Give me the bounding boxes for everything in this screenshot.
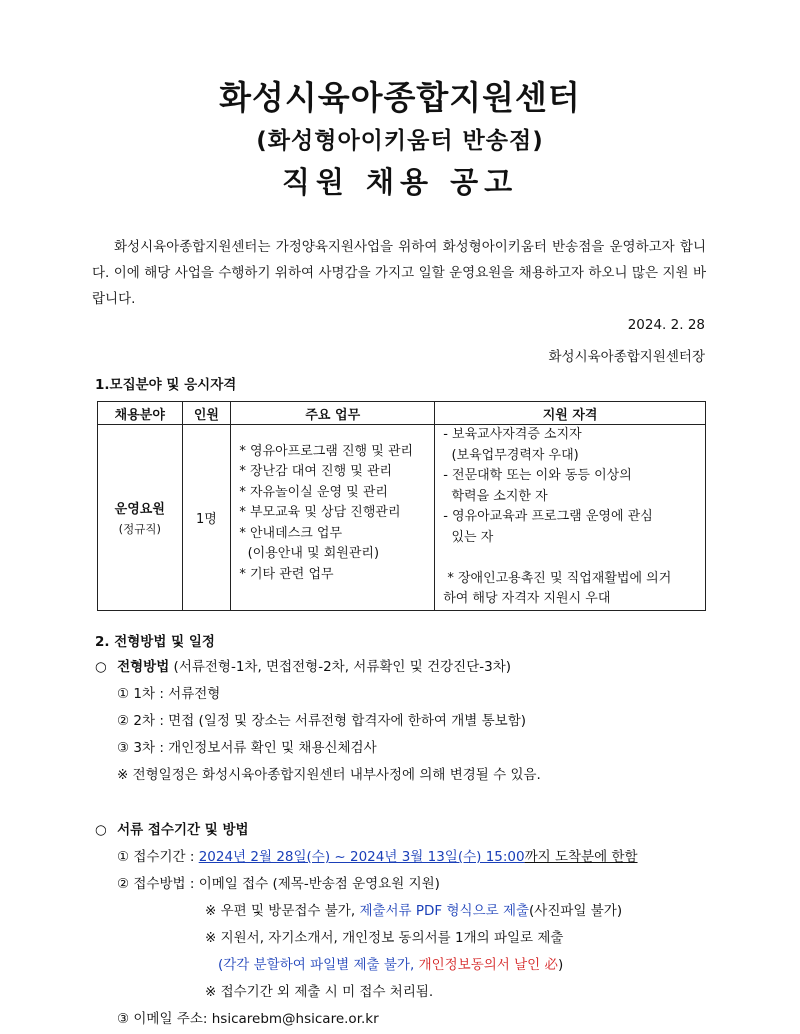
period-suffix: 까지 도착분에 한함 (524, 849, 638, 865)
rule-1 (205, 899, 622, 923)
duty-item: * 장난감 대여 진행 및 관리 (239, 464, 393, 479)
method2-line: ② 접수방법 : 이메일 접수 (제목-반송점 운영요원 지원) (117, 876, 440, 892)
notice-date: 2024. 2. 28 (627, 317, 705, 333)
count-cell: 1명 (182, 425, 231, 611)
rule3-end: ) (558, 957, 564, 973)
docs-title-line (95, 818, 249, 842)
qualifications-cell (435, 425, 706, 611)
qualification-item: (보육업무경력자 우대) (443, 447, 579, 463)
page-title: 화성시육아종합지원센터 (219, 78, 581, 117)
table-row (98, 425, 706, 611)
rule3-blue: (각각 분할하여 파일별 제출 불가, (218, 957, 419, 973)
rule1-suffix: (사진파일 불가) (529, 903, 623, 919)
email-line: ③ 이메일 주소: hsicarebm@hsicare.or.kr (117, 1011, 379, 1027)
qualification-item (443, 548, 705, 569)
step-1: ① 1차 : 서류전형 (117, 686, 221, 702)
rule-2: ※ 지원서, 자기소개서, 개인정보 동의서를 1개의 파일로 제출 (205, 930, 564, 946)
step-2: ② 2차 : 면접 (일정 및 장소는 서류전형 합격자에 한하여 개별 통보함) (117, 713, 527, 729)
notice-title: 직원 채용 공고 (281, 165, 519, 199)
step-3: ③ 3차 : 개인정보서류 확인 및 채용신체검사 (117, 740, 377, 756)
circle-bullet-icon: ○ (95, 822, 107, 838)
duty-item: (이용안내 및 회원관리) (239, 546, 380, 561)
header-count: 인원 (182, 402, 231, 425)
duty-item: * 부모교육 및 상담 진행관리 (239, 505, 401, 520)
field-cell (98, 425, 183, 611)
section1-title: 1.모집분야 및 응시자격 (95, 377, 237, 393)
method-line (95, 655, 511, 679)
table-header-row (98, 402, 706, 425)
recruitment-table (97, 401, 706, 611)
rule-3 (218, 953, 563, 977)
duties-cell (231, 425, 435, 611)
rule3-red: 개인정보동의서 날인 必 (418, 957, 559, 973)
rule1-prefix: ※ 우편 및 방문접수 불가, (205, 903, 360, 919)
header-qualifications: 지원 자격 (435, 402, 706, 425)
section2-title: 2. 전형방법 및 일정 (95, 634, 215, 650)
schedule-note: ※ 전형일정은 화성시육아종합지원센터 내부사정에 의해 변경될 수 있음. (117, 767, 541, 783)
header-duties: 주요 업무 (231, 402, 435, 425)
field-name: 운영요원 (114, 501, 165, 517)
intro-paragraph: 화성시육아종합지원센터는 가정양육지원사업을 위하여 화성형아이키움터 반송점을 운영하고자 합니다. 이에 해당 사업을 수행하기 위하여 사명감을 가지고 일할 운영요원을 채용하고자 하오니 많은 지원 바랍니다. (92, 239, 706, 307)
issuer-name: 화성시육아종합지원센터장 (548, 349, 705, 365)
qualification-item: 있는 자 (443, 529, 494, 545)
period-highlight: 2024년 2월 28일(수) ~ 2024년 3월 13일(수) 15:00 (198, 849, 525, 865)
page-subtitle: (화성형아이키움터 반송점) (256, 128, 544, 154)
period-line (117, 845, 638, 869)
qualification-item: - 보육교사자격증 소지자 (443, 427, 582, 442)
duty-item: * 기타 관련 업무 (239, 566, 334, 582)
rule1-blue: 제출서류 PDF 형식으로 제출 (359, 903, 530, 919)
period-prefix: ① 접수기간 : (117, 849, 199, 865)
qualification-item: 학력을 소지한 자 (443, 488, 548, 504)
method-detail: (서류전형-1차, 면접전형-2차, 서류확인 및 건강진단-3차) (173, 659, 512, 675)
docs-title: 서류 접수기간 및 방법 (117, 822, 249, 838)
header-field: 채용분야 (98, 402, 183, 425)
duty-item: * 안내데스크 업무 (239, 525, 342, 541)
field-type: (정규직) (118, 521, 161, 536)
qualification-item: 하여 해당 자격자 지원시 우대 (443, 591, 611, 606)
rule-4: ※ 접수기간 외 제출 시 미 접수 처리됨. (205, 984, 434, 1000)
qualification-item: - 영유아교육과 프로그램 운영에 관심 (443, 509, 653, 524)
circle-bullet-icon: ○ (95, 659, 107, 675)
duty-item: * 자유놀이실 운영 및 관리 (239, 484, 388, 500)
qualification-item: - 전문대학 또는 이와 동등 이상의 (443, 468, 632, 483)
qualification-item: * 장애인고용촉진 및 직업재활법에 의거 (443, 570, 672, 586)
method-label: 전형방법 (117, 659, 170, 675)
duty-item: * 영유아프로그램 진행 및 관리 (239, 443, 414, 459)
